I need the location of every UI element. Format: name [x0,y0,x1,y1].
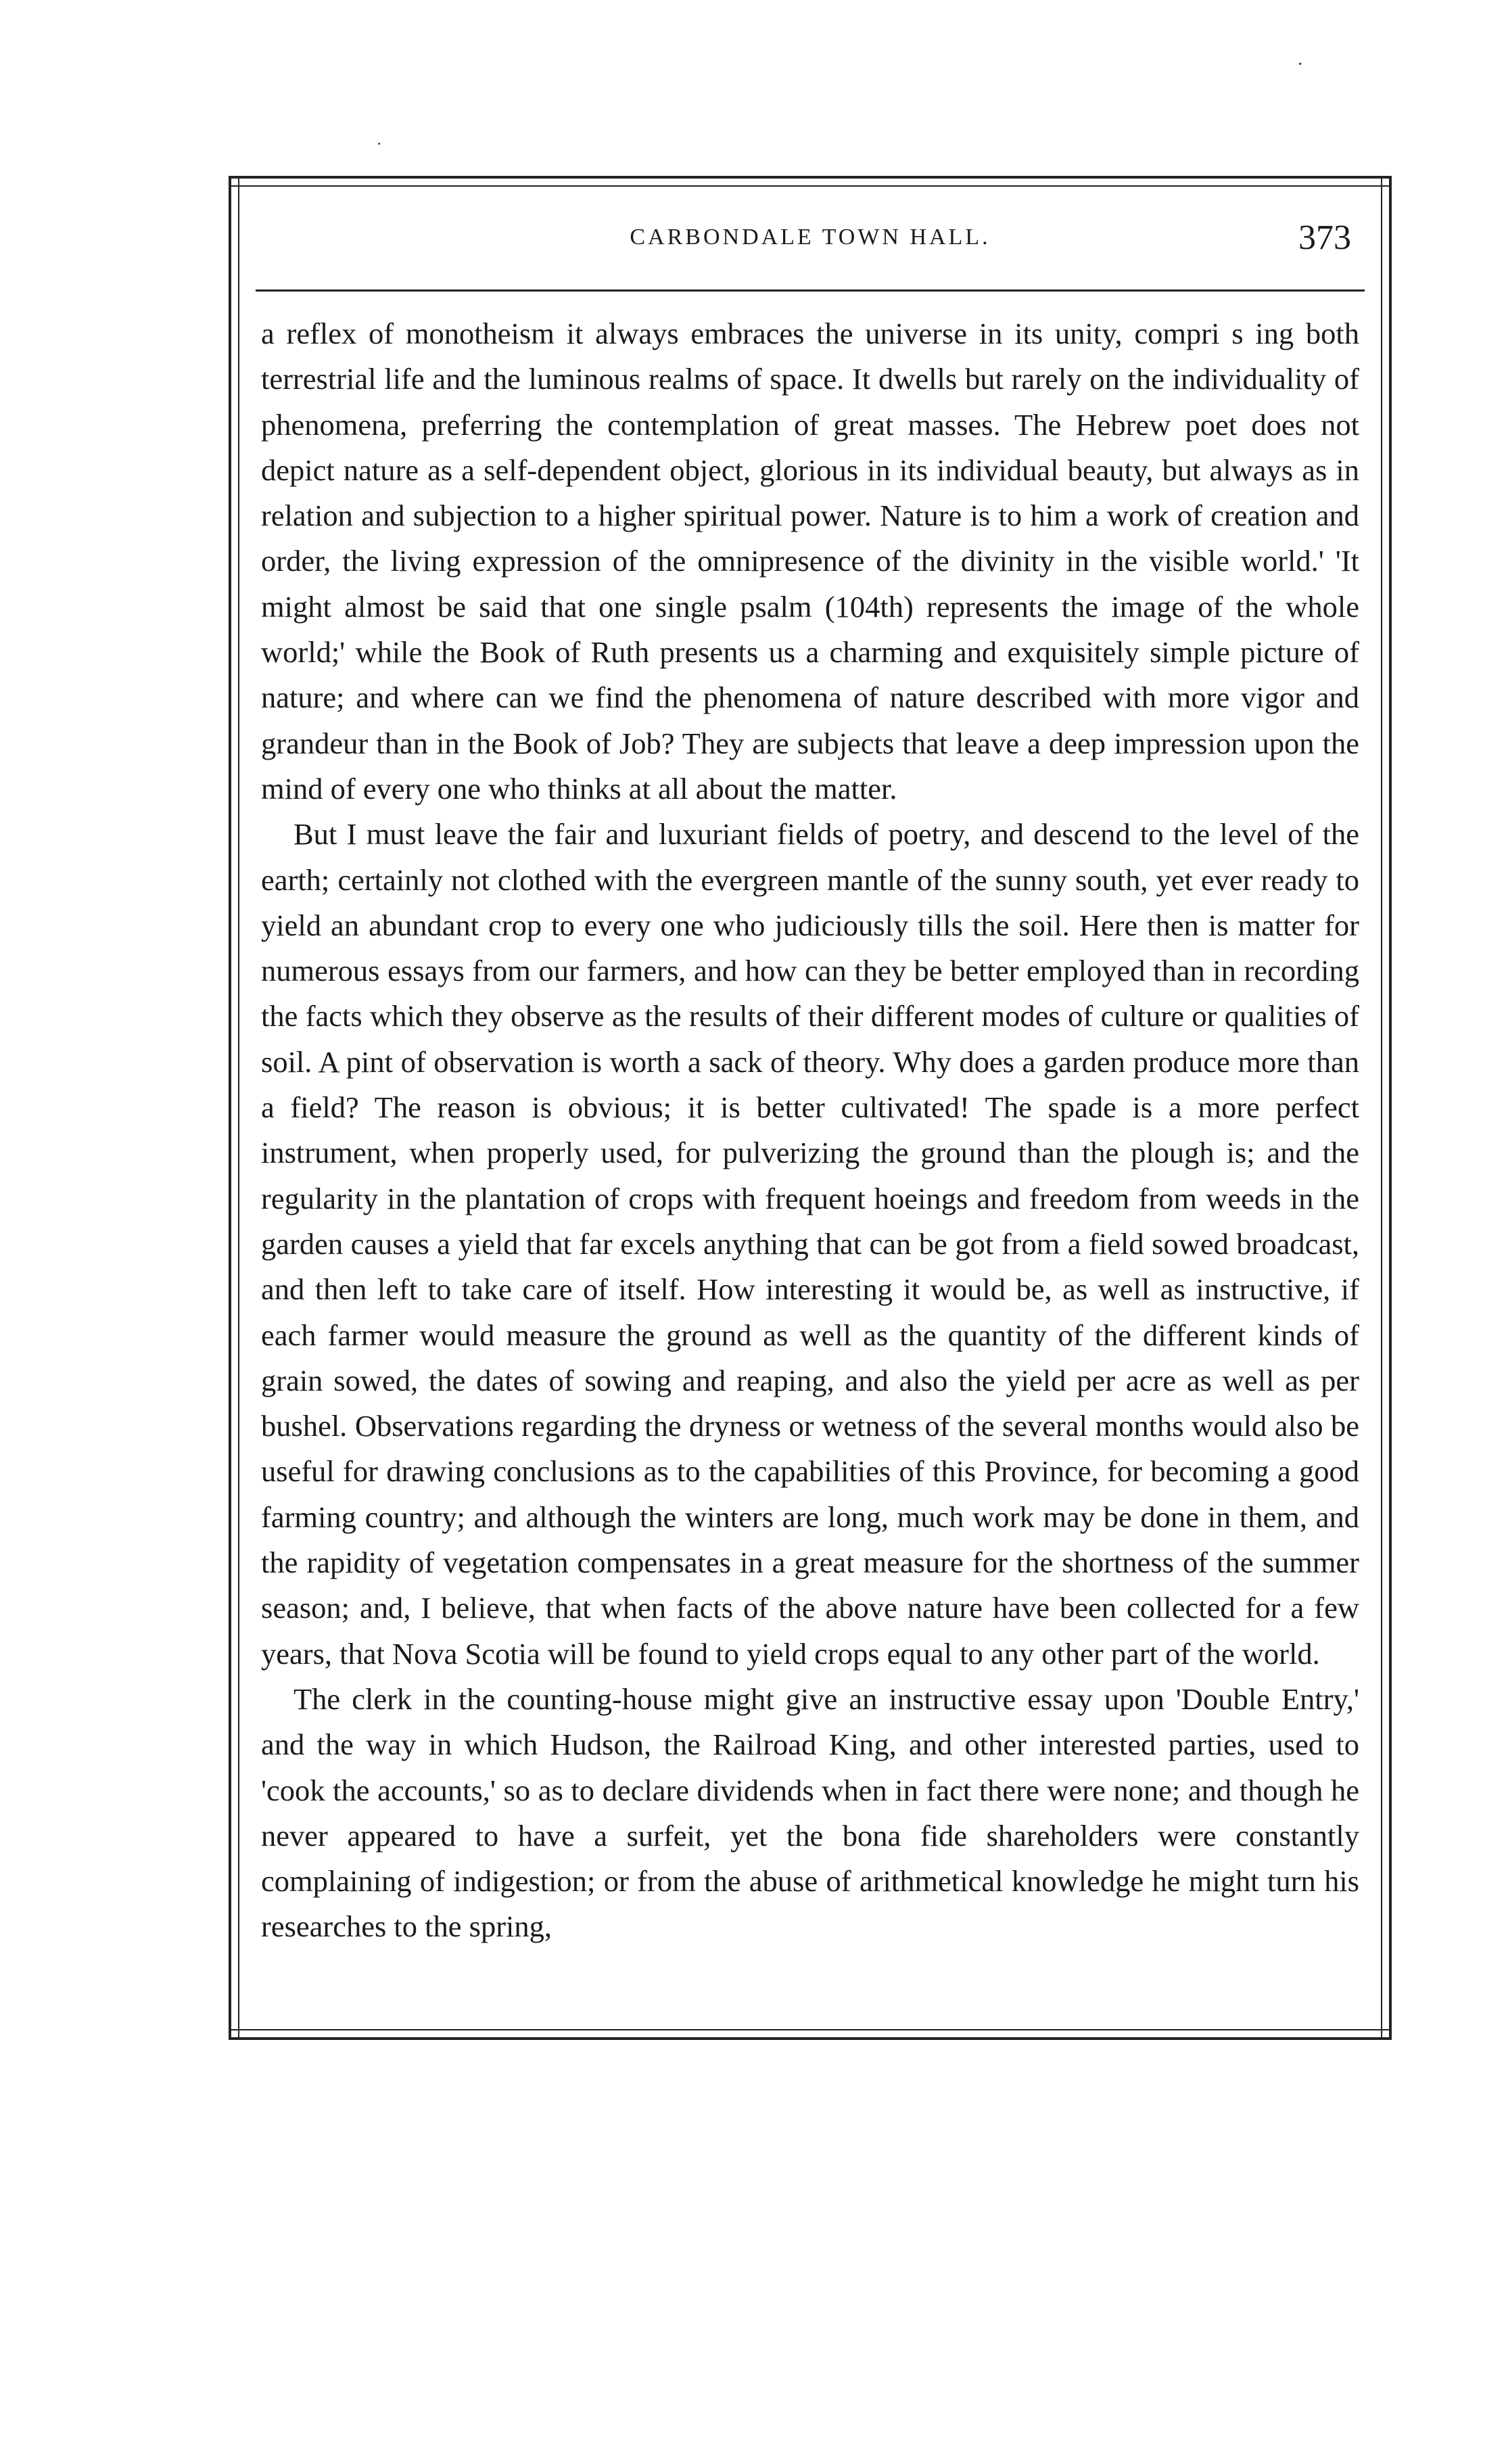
paragraph: But I must leave the fair and luxuriant fields of poetry, and descend to the level of the earth; certainly not clothed with the evergreen mantle of the sunny south, yet ever ready to yield an abundant crop to every one who judiciously tills the soil. Here then is matter for numerous essays from our farmers, and how can they be better employed than in recording the facts which they observe as the results of their different modes of culture or qualities of soil. A pint of observation is worth a sack of theory. Why does a garden produce more than a field? The reason is obvious; it is better cultivated! The spade is a more perfect instrument, when properly used, for pulverizing the ground than the plough is; and the regularity in the plantation of crops with frequent hoeings and freedom from weeds in the garden causes a yield that far excels anything that can be got from a field sowed broadcast, and then left to take care of itself. How interesting it would be, as well as instructive, if each farmer would measure the ground as well as the quantity of the different kinds of grain sowed, the dates of sowing and reaping, and also the yield per acre as well as per bushel. Observations regarding the dryness or wetness of the several months would also be useful for drawing conclusions as to the capabilities of this Province, for becoming a good farming country; and although the winters are long, much work may be done in them, and the rapidity of vegetation compensates in a great measure for the shortness of the summer season; and, I believe, that when facts of the above nature have been collected for a few years, that Nova Scotia will be found to yield crops equal to any other part of the world. [261,817,1359,1671]
border-rule [229,176,1392,179]
paragraph: a reflex of monotheism it always embraces the universe in its unity, compri s ing both terrestrial life and the luminous realms of space. It dwells but rarely on the individuality of phenomena, preferring the contemplation of great masses. The Hebrew poet does not depict nature as a self-dependent object, glorious in its individual beauty, but always as in relation and subjection to a higher spiritual power. Nature is to him a work of creation and order, the living expression of the omnipresence of the divinity in the visible world.' 'It might almost be said that one single psalm (104th) represents the image of the whole world;' while the Book of Ruth presents us a charming and exquisitely simple picture of nature; and where can we find the phenomena of nature described with more vigor and grandeur than in the Book of Job? They are subjects that leave a deep impression upon the mind of every one who thinks at all about the matter. [261,317,1359,806]
border-rule [238,176,239,2040]
page-frame [229,176,1392,2040]
border-rule [1381,176,1382,2040]
header-rule [256,289,1365,292]
stray-mark-corner: · [1297,54,1304,75]
border-rule [229,2029,1392,2030]
border-rule [229,2037,1392,2040]
running-title: CARBONDALE TOWN HALL. [630,225,991,250]
page-number: 373 [1298,218,1351,257]
border-rule [229,185,1392,187]
running-head [256,218,1365,265]
stray-mark-top: ˙ [376,139,383,160]
border-rule [229,176,231,2040]
paragraph: The clerk in the counting-house might give an instructive essay upon 'Double Entry,' and the way in which Hudson, the Railroad King, and other interested parties, used to 'cook the accounts,' so as to declare dividends when in fact there were none; and though he never appeared to have a surfeit, yet the bona fide shareholders were constantly complaining of indigestion; or from the abuse of arithmetical knowledge he might turn his researches to the spring, [261,1681,1359,1944]
body-text [261,311,1359,1950]
border-rule [1389,176,1392,2040]
